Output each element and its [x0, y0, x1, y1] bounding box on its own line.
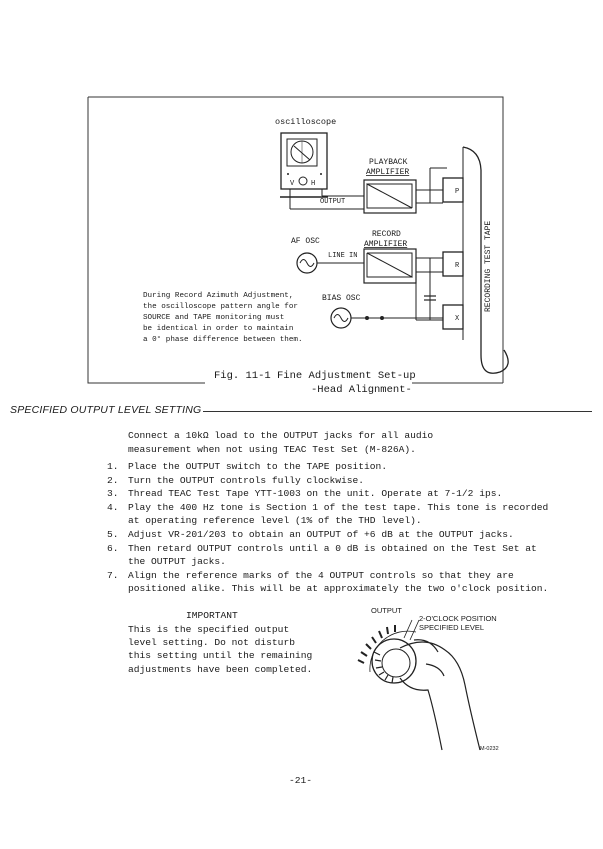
- section-title: SPECIFIED OUTPUT LEVEL SETTING: [10, 404, 202, 416]
- knob-position-label-1: 2-O'CLOCK POSITION: [419, 614, 497, 623]
- procedure-steps: [107, 460, 557, 596]
- important-heading: IMPORTANT: [186, 610, 238, 621]
- diagram-note-line-3: SOURCE and TAPE monitoring must: [143, 314, 285, 322]
- illustration-code: M-0232: [480, 746, 499, 752]
- head-r-label: R: [455, 262, 460, 270]
- record-amplifier-box: [364, 249, 416, 283]
- oscilloscope-label: oscilloscope: [275, 117, 337, 127]
- diagram-note-line-2: the oscilloscope pattern angle for: [143, 303, 298, 311]
- output-knob: [372, 639, 416, 683]
- step-number: 4.: [107, 501, 119, 513]
- diagram-note-line-1: During Record Azimuth Adjustment,: [143, 292, 294, 300]
- knob-position-label-2: SPECIFIED LEVEL: [419, 623, 485, 632]
- step-item: [107, 542, 557, 569]
- record-head: [443, 252, 463, 276]
- output-knob-illustration: [330, 600, 530, 760]
- line-in-label: LINE IN: [328, 252, 358, 260]
- step-number: 6.: [107, 542, 119, 554]
- step-text: Thread TEAC Test Tape YTT-1003 on the unit. Operate at 7-1/2 ips.: [128, 488, 503, 500]
- knob-output-label: OUTPUT: [371, 606, 402, 615]
- scope-h-label: H: [311, 180, 316, 188]
- record-amp-label-2: AMPLIFIER: [364, 240, 408, 249]
- record-amp-label-1: RECORD: [372, 230, 401, 239]
- playback-amp-label-2: AMPLIFIER: [366, 168, 410, 177]
- bias-osc-label: BIAS OSC: [322, 294, 361, 303]
- step-number: 1.: [107, 461, 119, 472]
- page-number: -21-: [289, 775, 313, 786]
- step-item: [107, 569, 557, 596]
- diagram-note-line-5: a 0° phase difference between them.: [143, 336, 303, 344]
- step-number: 2.: [107, 474, 119, 486]
- output-wire-label: OUTPUT: [320, 198, 346, 206]
- step-number: 3.: [107, 488, 119, 500]
- oscilloscope-icon: [280, 133, 328, 197]
- step-item: [107, 474, 557, 488]
- important-text: This is the specified output level setting. Do not disturb this setting until the remaining adjustments have been completed.: [128, 624, 313, 675]
- tape-label: RECORDING TEST TAPE: [484, 220, 493, 312]
- step-text: Then retard OUTPUT controls until a 0 dB is obtained on the Test Set at the OUTPUT jacks.: [128, 542, 537, 568]
- step-text: Align the reference marks of the 4 OUTPUT controls so that they are positioned alike. This will be at approximately the two o'clock position.: [128, 569, 549, 595]
- step-text: Adjust VR-201/203 to obtain an OUTPUT of +6 dB at the OUTPUT jacks.: [128, 528, 514, 540]
- step-text: Play the 400 Hz tone is Section 1 of the test tape. This tone is recorded at operating reference level (1% of the THD level).: [128, 501, 549, 527]
- step-number: 5.: [107, 528, 119, 540]
- intro-line-1: Connect a 10kΩ load to the OUTPUT jacks for all audio: [128, 430, 434, 441]
- step-item: [107, 528, 557, 542]
- section-title-rule: [180, 411, 592, 412]
- scope-v-label: V: [290, 180, 295, 188]
- figure-subcaption: -Head Alignment-: [311, 384, 412, 396]
- af-osc-label: AF OSC: [291, 237, 320, 246]
- step-item: [107, 460, 557, 474]
- playback-head: [443, 178, 463, 202]
- step-item: [107, 501, 557, 528]
- head-p-label: P: [455, 188, 460, 196]
- intro-line-2: measurement when not using TEAC Test Set (M-826A).: [128, 444, 416, 455]
- step-number: 7.: [107, 569, 119, 581]
- erase-head: [443, 305, 463, 329]
- step-text: Place the OUTPUT switch to the TAPE position.: [128, 461, 388, 472]
- figure-caption: Fig. 11-1 Fine Adjustment Set-up: [214, 370, 416, 382]
- step-item: [107, 487, 557, 501]
- diagram-note-line-4: be identical in order to maintain: [143, 325, 294, 333]
- playback-amp-label-1: PLAYBACK: [369, 158, 408, 167]
- head-x-label: X: [455, 315, 460, 323]
- step-text: Turn the OUTPUT controls fully clockwise.: [128, 474, 365, 486]
- head-alignment-diagram: [0, 0, 603, 400]
